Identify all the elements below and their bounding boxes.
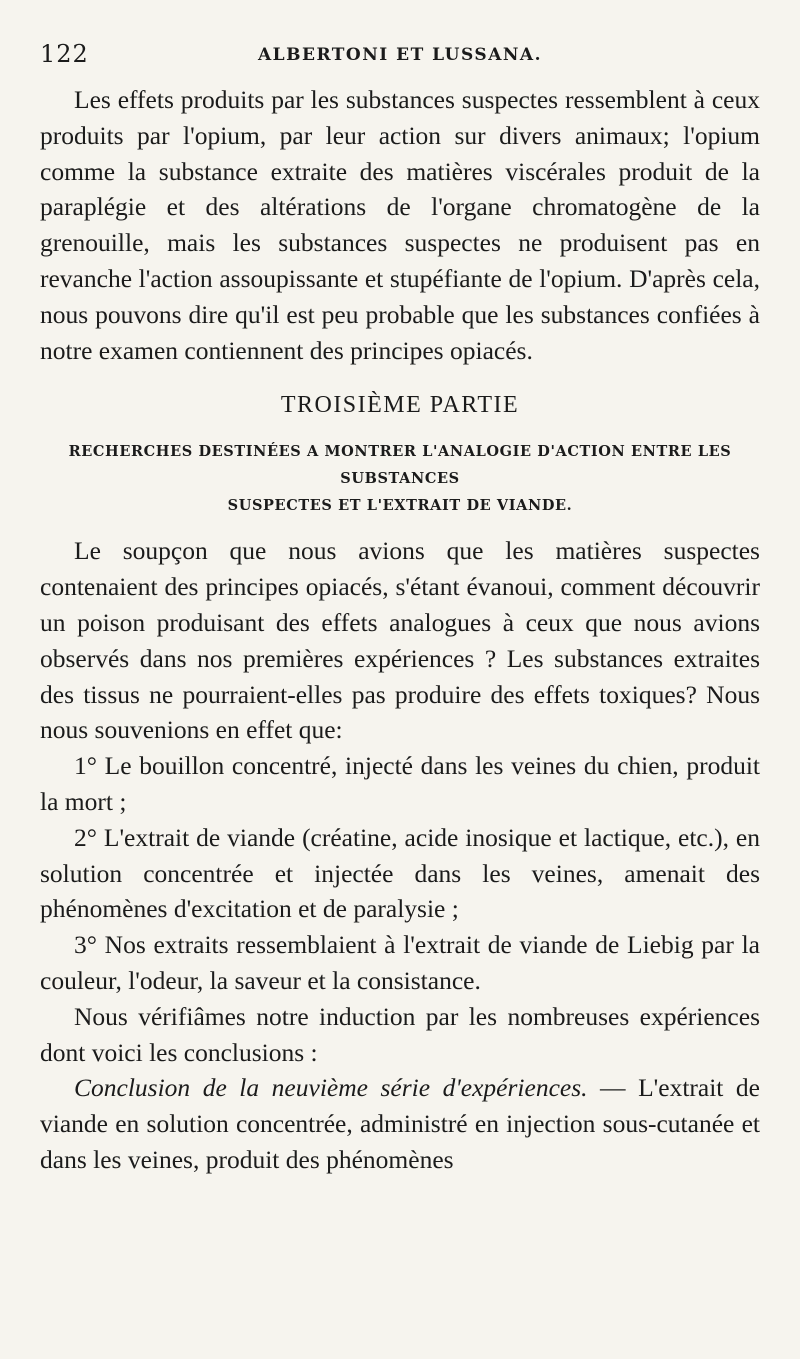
running-head: ALBERTONI ET LUSSANA. <box>257 45 543 65</box>
list-item-2: 2° L'extrait de viande (créatine, acide inosique et lactique, etc.), en solution concentrée et injectée dans les veines, amenait des phénomènes d'excitation et de paralysie ; <box>40 822 760 924</box>
paragraph-suspicion: Le soupçon que nous avions que les matières suspectes contenaient des principes opiacés, s'étant évanoui, comment découvrir un poison produisant des effets analogues à ceux que nous avions observés dans nos premières expériences ? Les substances extraites des tissus ne pourraient-elles pas produire des effets toxiques? Nous nous souvenions en effet que: <box>40 536 760 745</box>
list-item-3: 3° Nos extraits ressemblaient à l'extrait de viande de Liebig par la couleur, l'odeur, la saveur et la consistance. <box>40 930 760 995</box>
page-body <box>40 82 760 1178</box>
page-header <box>40 40 760 74</box>
paragraph-opium-comparison: Les effets produits par les substances suspectes ressemblent à ceux produits par l'opium, par leur action sur divers animaux; l'opium comme la substance extraite des matières viscérales produit de la paraplégie et des altérations de l'organe chromatogène de la grenouille, mais les substances suspectes ne produisent pas en revanche l'action assoupissante et stupéfiante de l'opium. D'après cela, nous pouvons dire qu'il est peu probable que les substances confiées à notre examen contiennent des principes opiacés. <box>40 85 760 365</box>
conclusion-text: — L'extrait de viande en solution concentrée, administré en injection sous-cutanée et dans les veines, produit des phénomènes <box>40 1073 760 1174</box>
paragraph-verification: Nous vérifiâmes notre induction par les nombreuses expériences dont voici les conclusions : <box>40 1001 760 1067</box>
part-title: TROISIÈME PARTIE <box>280 392 520 419</box>
paragraph-conclusion <box>40 1070 760 1177</box>
subheading-line-2: SUSPECTES ET L'EXTRAIT DE VIANDE. <box>227 497 573 515</box>
conclusion-title: Conclusion de la neuvième série d'expériences. <box>74 1073 588 1103</box>
section-subheading <box>40 438 760 519</box>
subheading-line-1: RECHERCHES DESTINÉES A MONTRER L'ANALOGIE D'ACTION ENTRE LES SUBSTANCES <box>68 443 732 488</box>
list-item-1: 1° Le bouillon concentré, injecté dans les veines du chien, produit la mort ; <box>40 751 760 816</box>
page-number: 122 <box>40 40 89 68</box>
